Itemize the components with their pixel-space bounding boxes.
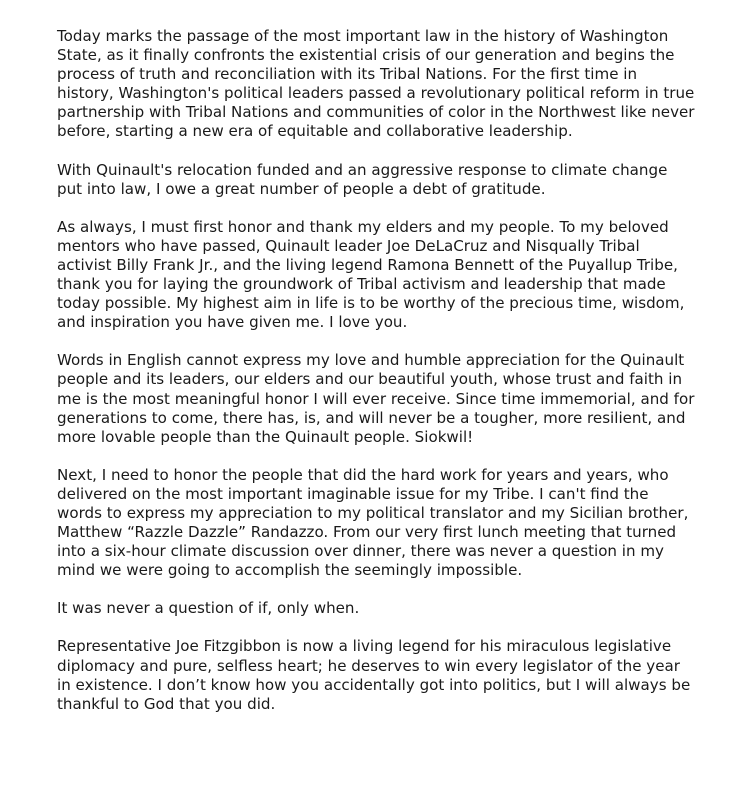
paragraph-5: Next, I need to honor the people that did the hard work for years and years, who delivered on the most important imaginable issue for my Tribe. I can't find the words to express my appreciation to my political translator and my Sicilian brother, Matthew “Razzle Dazzle” Randazzo. From our very first lunch meeting that turned into a six-hour climate discussion over dinner, there was never a question in my mind we were going to accomplish the seemingly impossible.	[57, 465, 689, 580]
paragraph-2: With Quinault's relocation funded and an aggressive response to climate change put into law, I owe a great number of people a debt of gratitude.	[57, 160, 668, 198]
paragraph-3: As always, I must first honor and thank my elders and my people. To my beloved mentors who have passed, Quinault leader Joe DeLaCruz and Nisqually Tribal activist Billy Frank Jr., and the living legend Ramona Bennett of the Puyallup Tribe, thank you for laying the groundwork of Tribal activism and leadership that made today possible. My highest aim in life is to be worthy of the precious time, wisdom, and inspiration you have given me. I love you.	[57, 217, 685, 332]
document-body	[57, 27, 697, 733]
paragraph-7: Representative Joe Fitzgibbon is now a living legend for his miraculous legislative diplomacy and pure, selfless heart; he deserves to win every legislator of the year in existence. I don’t know how you accidentally got into politics, but I will always be thankful to God that you did.	[57, 637, 691, 713]
paragraph-1: Today marks the passage of the most important law in the history of Washington State, as it finally confronts the existential crisis of our generation and begins the process of truth and reconciliation with its Tribal Nations. For the first time in history, Washington's political leaders passed a revolutionary political reform in true partnership with Tribal Nations and communities of color in the Northwest like never before, starting a new era of equitable and collaborative leadership.	[57, 27, 695, 141]
paragraph-6: It was never a question of if, only when.	[57, 599, 360, 618]
paragraph-4: Words in English cannot express my love and humble appreciation for the Quinault people and its leaders, our elders and our beautiful youth, whose trust and faith in me is the most meaningful honor I will ever receive. Since time immemorial, and for generations to come, there has, is, and will never be a tougher, more resilient, and more lovable people than the Quinault people. Siokwil!	[57, 351, 695, 446]
